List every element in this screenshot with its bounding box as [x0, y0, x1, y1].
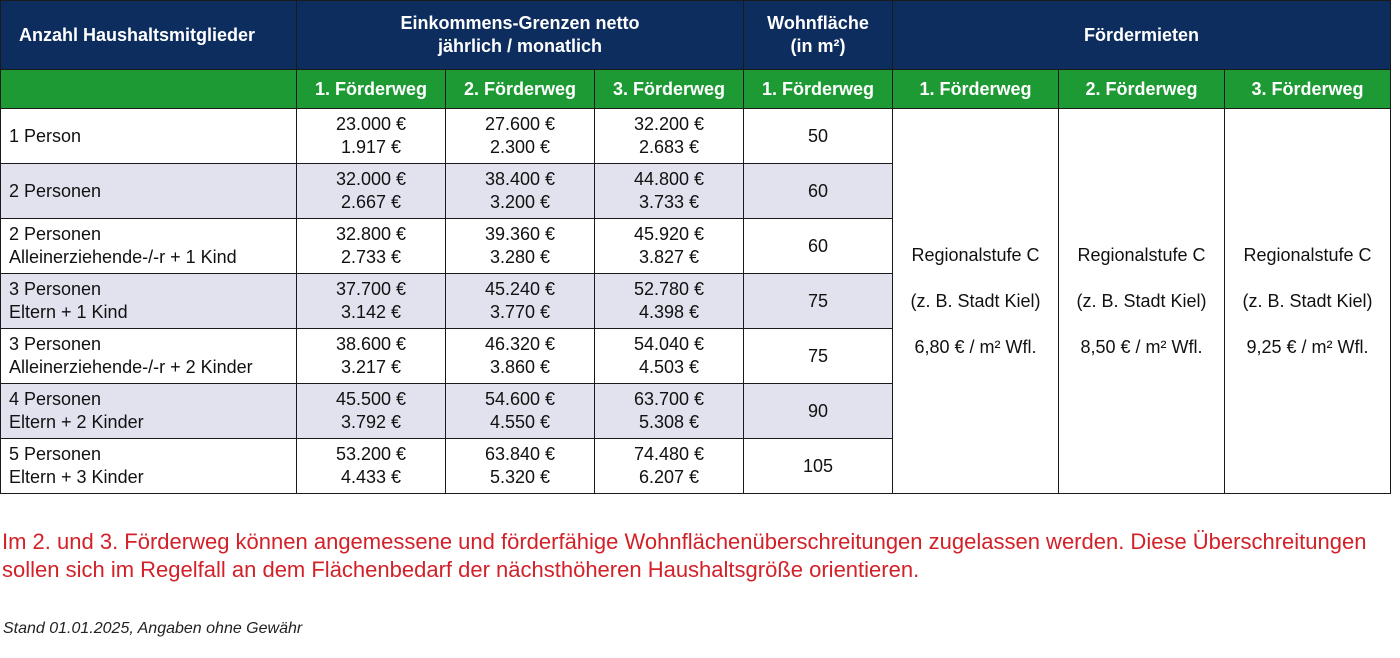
income-yearly: 45.500 €: [335, 389, 407, 409]
income-cell-1: [297, 109, 446, 164]
income-cell-1: [297, 274, 446, 329]
income-cell-3: [595, 109, 744, 164]
header-area: [744, 1, 893, 70]
income-cell-3: [595, 274, 744, 329]
header-income: [297, 1, 744, 70]
area-cell: 75: [744, 329, 893, 384]
rent-example: (z. B. Stadt Kiel): [1242, 290, 1373, 311]
header-members: Anzahl Haushaltsmitglieder: [1, 1, 297, 70]
income-yearly: 45.920 €: [633, 224, 705, 244]
rent-cell-1: [893, 109, 1059, 494]
rent-price: 9,25 € / m² Wfl.: [1246, 336, 1369, 357]
income-cell-1: [297, 219, 446, 274]
subheader-income-3: 3. Förderweg: [595, 70, 744, 109]
income-monthly: 4.550 €: [489, 412, 551, 432]
household-label: 2 Personen: [9, 180, 102, 201]
income-cell-2: [446, 439, 595, 494]
subheader-income-2: 2. Förderweg: [446, 70, 595, 109]
income-yearly: 53.200 €: [335, 444, 407, 464]
income-cell-3: [595, 219, 744, 274]
area-cell: 60: [744, 219, 893, 274]
household-label: 4 Personen: [9, 389, 102, 409]
income-cell-3: [595, 439, 744, 494]
income-monthly: 3.142 €: [340, 302, 402, 322]
income-yearly: 63.840 €: [484, 444, 556, 464]
income-monthly: 3.733 €: [638, 192, 700, 212]
income-cell-3: [595, 164, 744, 219]
rent-price: 6,80 € / m² Wfl.: [914, 336, 1037, 357]
income-yearly: 32.800 €: [335, 224, 407, 244]
income-monthly: 6.207 €: [638, 467, 700, 487]
area-cell: 50: [744, 109, 893, 164]
household-cell: [1, 439, 297, 494]
income-yearly: 38.600 €: [335, 334, 407, 354]
income-monthly: 2.683 €: [638, 137, 700, 157]
income-monthly: 3.280 €: [489, 247, 551, 267]
rent-example: (z. B. Stadt Kiel): [1076, 290, 1207, 311]
income-monthly: 5.308 €: [638, 412, 700, 432]
rent-cell-2: [1059, 109, 1225, 494]
income-cell-1: [297, 329, 446, 384]
income-yearly: 44.800 €: [633, 169, 705, 189]
rent-stufe: Regionalstufe C: [1243, 244, 1372, 265]
income-cell-2: [446, 219, 595, 274]
income-monthly: 4.433 €: [340, 467, 402, 487]
header-row: [1, 1, 1391, 70]
income-monthly: 2.733 €: [340, 247, 402, 267]
subheader-rent-2: 2. Förderweg: [1059, 70, 1225, 109]
subheader-empty: [1, 70, 297, 109]
household-cell: [1, 329, 297, 384]
income-cell-2: [446, 109, 595, 164]
household-detail: Eltern + 2 Kinder: [9, 412, 144, 432]
rent-price: 8,50 € / m² Wfl.: [1080, 336, 1203, 357]
income-monthly: 3.200 €: [489, 192, 551, 212]
subheader-rent-1: 1. Förderweg: [893, 70, 1059, 109]
header-rents: Fördermieten: [893, 1, 1391, 70]
income-cell-3: [595, 329, 744, 384]
income-yearly: 32.200 €: [633, 114, 705, 134]
income-monthly: 3.217 €: [340, 357, 402, 377]
income-monthly: 4.503 €: [638, 357, 700, 377]
household-label: 3 Personen: [9, 279, 102, 299]
header-income-line1: Einkommens-Grenzen netto: [400, 13, 640, 33]
household-cell: [1, 219, 297, 274]
income-yearly: 46.320 €: [484, 334, 556, 354]
household-cell: [1, 164, 297, 219]
household-label: 5 Personen: [9, 444, 102, 464]
income-cell-1: [297, 384, 446, 439]
income-monthly: 5.320 €: [489, 467, 551, 487]
header-income-line2: jährlich / monatlich: [437, 36, 603, 56]
household-detail: Alleinerziehende-/-r + 1 Kind: [9, 247, 237, 267]
income-yearly: 32.000 €: [335, 169, 407, 189]
income-cell-2: [446, 329, 595, 384]
stand-footnote: Stand 01.01.2025, Angaben ohne Gewähr: [3, 620, 303, 637]
income-yearly: 27.600 €: [484, 114, 556, 134]
income-yearly: 45.240 €: [484, 279, 556, 299]
income-yearly: 54.600 €: [484, 389, 556, 409]
area-exceed-note: Im 2. und 3. Förderweg können angemessene und förderfähige Wohnflächenüberschreitungen zugelassen werden. Diese Überschreitungen sollen sich im Regelfall an dem Flächenbedarf der nächsthöheren Haushaltsgröße orientieren.: [2, 529, 1367, 582]
income-monthly: 3.770 €: [489, 302, 551, 322]
income-yearly: 39.360 €: [484, 224, 556, 244]
income-cell-1: [297, 439, 446, 494]
household-label: 1 Person: [9, 125, 82, 146]
rent-stufe: Regionalstufe C: [911, 244, 1040, 265]
income-monthly: 2.300 €: [489, 137, 551, 157]
household-cell: [1, 384, 297, 439]
income-cell-1: [297, 164, 446, 219]
household-detail: Eltern + 3 Kinder: [9, 467, 144, 487]
header-area-line2: (in m²): [790, 36, 846, 56]
income-yearly: 63.700 €: [633, 389, 705, 409]
income-monthly: 1.917 €: [340, 137, 402, 157]
income-monthly: 2.667 €: [340, 192, 402, 212]
income-cell-2: [446, 384, 595, 439]
income-monthly: 3.827 €: [638, 247, 700, 267]
income-cell-2: [446, 274, 595, 329]
income-yearly: 54.040 €: [633, 334, 705, 354]
household-detail: Alleinerziehende-/-r + 2 Kinder: [9, 357, 253, 377]
household-cell: [1, 274, 297, 329]
subheader-income-1: 1. Förderweg: [297, 70, 446, 109]
household-cell: [1, 109, 297, 164]
subheader-rent-3: 3. Förderweg: [1225, 70, 1391, 109]
rent-example: (z. B. Stadt Kiel): [910, 290, 1041, 311]
header-area-line1: Wohnfläche: [767, 13, 869, 33]
area-cell: 60: [744, 164, 893, 219]
household-detail: Eltern + 1 Kind: [9, 302, 128, 322]
table-row: [1, 109, 1391, 164]
income-yearly: 74.480 €: [633, 444, 705, 464]
subheader-row: [1, 70, 1391, 109]
income-monthly: 3.792 €: [340, 412, 402, 432]
income-yearly: 37.700 €: [335, 279, 407, 299]
rent-stufe: Regionalstufe C: [1077, 244, 1206, 265]
subheader-area-1: 1. Förderweg: [744, 70, 893, 109]
income-monthly: 3.860 €: [489, 357, 551, 377]
area-cell: 75: [744, 274, 893, 329]
income-monthly: 4.398 €: [638, 302, 700, 322]
income-cell-3: [595, 384, 744, 439]
income-yearly: 23.000 €: [335, 114, 407, 134]
income-cell-2: [446, 164, 595, 219]
household-label: 3 Personen: [9, 334, 102, 354]
rent-cell-3: [1225, 109, 1391, 494]
income-yearly: 52.780 €: [633, 279, 705, 299]
area-cell: 90: [744, 384, 893, 439]
household-label: 2 Personen: [9, 224, 102, 244]
income-yearly: 38.400 €: [484, 169, 556, 189]
area-cell: 105: [744, 439, 893, 494]
